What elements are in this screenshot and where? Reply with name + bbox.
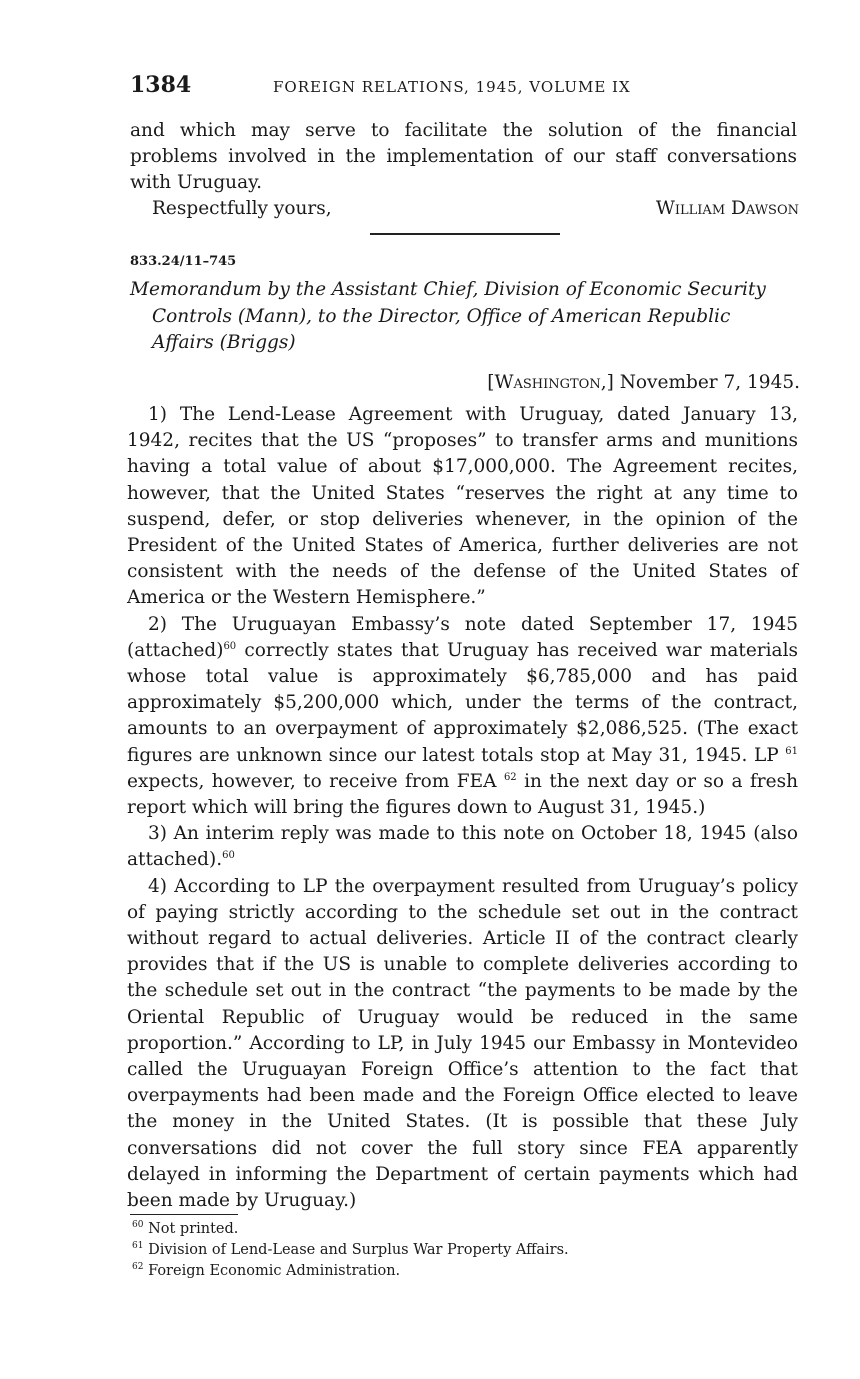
- memo-title-line-3: [130, 330, 800, 357]
- footnote-ref: 61: [785, 745, 798, 757]
- footnote-text: Division of Lend-Lease and Surplus War Property Affairs.: [148, 1242, 569, 1258]
- file-number: 833.24/11–745: [130, 254, 237, 269]
- letter-closing: [152, 196, 799, 222]
- text-run: in the next day or so a fresh report which will bring the figures down to August 31, 1945.): [127, 770, 799, 819]
- memo-title-line-2: [130, 304, 800, 331]
- text-run: correctly states that Uruguay has received war materials whose total value is approximately $6,785,000 and has paid approximately $5,200,000 which, under the terms of the contract, amounts to an overpayment of approximately $2,086,525. (The exact figures are unknown since our latest totals stop at May 31, 1945. LP: [127, 639, 798, 766]
- footnote: [132, 1238, 800, 1259]
- paragraph-2: [127, 612, 798, 822]
- footnote-ref: 60: [223, 640, 237, 652]
- page-number: 1384: [130, 72, 192, 98]
- dateline-bracket: ,]: [600, 372, 614, 393]
- salutation: Respectfully yours,: [152, 198, 332, 219]
- signer-name: William Dawson: [655, 198, 799, 219]
- footnotes: [132, 1217, 800, 1280]
- title-part: ), to the Director, Office of American Republic: [298, 305, 731, 327]
- dateline-date: November 7, 1945.: [619, 372, 800, 393]
- footnote-mark: 60: [132, 1220, 144, 1230]
- title-name-mann: Mann: [245, 305, 299, 327]
- footnote-ref: 60: [222, 850, 235, 862]
- dateline-bracket: [: [487, 372, 495, 393]
- text-run: 2) The Uruguayan Embassy’s note dated September 17, 1945 (attached): [127, 613, 798, 661]
- title-name-briggs: Briggs: [226, 332, 289, 353]
- footnote-text: Foreign Economic Administration.: [148, 1263, 401, 1279]
- paragraph-3: [127, 821, 798, 873]
- footnote-ref: 62: [503, 771, 517, 783]
- memo-body: [127, 402, 798, 1214]
- running-title: FOREIGN RELATIONS, 1945, VOLUME IX: [273, 78, 631, 96]
- title-part: ): [288, 332, 296, 353]
- paragraph-4: 4) According to LP the overpayment resulted from Uruguay’s policy of paying strictly according to the schedule set out in the contract without regard to actual deliveries. Article II of the contract clearly provides that if the US is unable to complete deliveries according to the schedule set out in the contract “the payments to be made by the Oriental Republic of Uruguay would be reduced in the same proportion.” According to LP, in July 1945 our Embassy in Montevideo called the Uruguayan Foreign Office’s attention to the fact that overpayments had been made and the Foreign Office elected to leave the money in the United States. (It is possible that these July conversations did not cover the full story since FEA apparently delayed in informing the Department of certain payments which had been made by Uruguay.): [127, 875, 798, 1212]
- text-run: 3) An interim reply was made to this note on October 18, 1945 (also attached).: [127, 823, 798, 871]
- title-part: Affairs (: [152, 332, 227, 353]
- memo-title-line-1: Memorandum by the Assistant Chief, Division of Economic Security: [130, 279, 766, 300]
- footnote-text: Not printed.: [148, 1221, 239, 1237]
- dateline-place: Washington: [494, 372, 601, 393]
- section-divider: [370, 233, 560, 235]
- dateline: [487, 372, 800, 393]
- footnote: [132, 1217, 800, 1238]
- footnote-divider: [130, 1214, 238, 1215]
- memo-title: [130, 277, 800, 357]
- footnote: [132, 1259, 800, 1280]
- title-part: Controls (: [152, 305, 246, 327]
- paragraph-1: 1) The Lend-Lease Agreement with Uruguay, dated January 13, 1942, recites that the US “proposes” to transfer arms and munitions having a total value of about $17,000,000. The Agreement recites, however, that the United States “reserves the right at any time to suspend, defer, or stop deliveries whenever, in the opinion of the President of the United States of America, further deliveries are not consistent with the needs of the defense of the United States of America or the Western Hemisphere.”: [127, 404, 798, 609]
- footnote-mark: 61: [132, 1241, 144, 1251]
- continuation-paragraph: and which may serve to facilitate the solution of the financial problems involved in the implementation of our staff conversations with Uruguay.: [130, 120, 797, 194]
- text-run: expects, however, to receive from FEA: [127, 770, 504, 792]
- footnote-mark: 62: [132, 1262, 144, 1272]
- page-header: [130, 72, 800, 102]
